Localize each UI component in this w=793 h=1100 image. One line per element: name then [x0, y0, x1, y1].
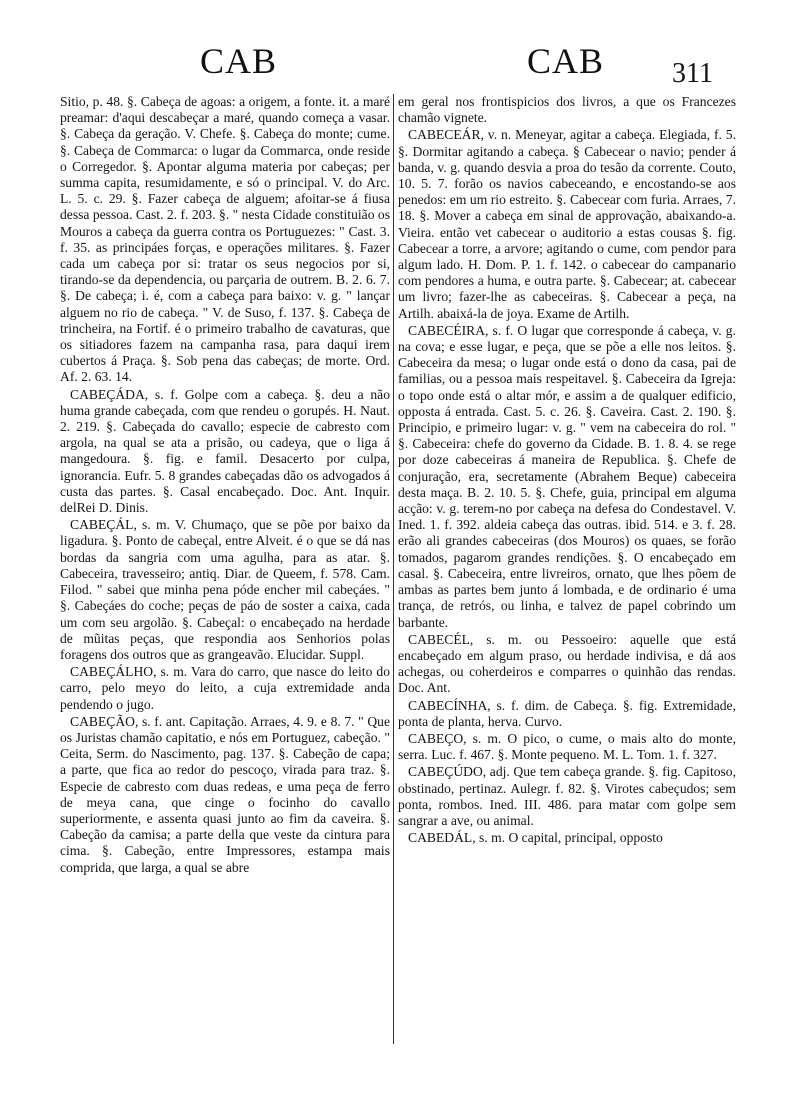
entry-paragraph: CABECÉIRA, s. f. O lugar que corresponde á cabeça, v. g. na cova; e esse lugar, e peça, que se põe a elle nos leitos. §. Cabeceira da mesa; o lugar onde está o dono da casa, pai de familias, ou a pessoa mais respeitavel. §. Cabeceira da Igreja: o topo onde está o altar mór, e assim a de qualquer edificio, opposta á entrada. Cast. 5. c. 26. §. Caveira. Cast. 2. 190. §. Principio, e primeiro lugar: v. g. " vem na cabeceira do rol. " §. Cabeceira: chefe do governo da Cidade. B. 1. 8. 4. se rege por doze cabeceiras á maneira de Republica. §. Chefe de conjuração, era, secretamente (Abrahem Beque) cabeceira desta maça. B. 2. 10. 5. §. Chefe, guia, principal em alguma acção: v. g. terem-no por cabeça na defesa do Condestavel. V. Ined. 1. f. 392. aldeia cabeça das outras. ibid. 514. e 3. f. 28. erão ali grandes cabeceiras (dos Mouros) os quaes, se forão tomados, pagarom grandes rendições. §. O encabeçado em casal. §. Cabeceira, entre livreiros, ornato, que lhes põem de ambas as partes bem junto á lombada, e de ordinario é uma trança, de retrós, ou linha, e talvez de papel cobrindo um barbante.	[398, 322, 736, 630]
entry-paragraph: CABEDÁL, s. m. O capital, principal, opposto	[408, 830, 663, 846]
right-column	[398, 94, 736, 847]
entry-paragraph: CABECÉL, s. m. ou Pessoeiro: aquelle que está encabeçado em algum praso, ou herdade indivisa, e dá aos achegas, ou coherdeiros e comparres o quinhão das rendas. Doc. Ant.	[398, 631, 736, 696]
entry-paragraph: CABEÇÁL, s. m. V. Chumaço, que se põe por baixo da ligadura. §. Ponto de cabeçal, entre Alveit. é o que se dá nas bordas da sangria com uma agulha, para as atar. §. Cabeceira, travesseiro; antiq. Diar. de Queem, f. 578. Cam. Filod. " sabei que minha pena póde encher mil cabeçáes. " §. Cabeçáes do coche; peças de páo de soster a caixa, cada um com seu argolão. §. Cabeçal: o encabeçado na herdade de mũitas peças, que respondia aos Senhorios polas foragens dos outros que as grangeavão. Elucidar. Suppl.	[60, 517, 390, 662]
entry-paragraph: CABEÇÃO, s. f. ant. Capitação. Arraes, 4. 9. e 8. 7. " Que os Juristas chamão capitatio, e nós em Portuguez, cabeção. " Ceita, Serm. do Nascimento, pag. 137. §. Cabeção de capa; a parte, que fica ao redor do pescoço, virada para traz. §. Especie de cabresto com duas redeas, e uma peça de ferro de meya cana, que cinge o focinho do cavallo superiormente, e assenta quasi junto ao fim da caveira. §. Cabeção da camisa; a parte della que veste da cintura para cima. §. Cabeção, entre Impressores, estampa mais comprida, que larga, a qual se abre	[60, 713, 390, 875]
left-running-head: CAB	[200, 41, 278, 81]
entry-paragraph: CABECÍNHA, s. f. dim. de Cabeça. §. fig. Extremidade, ponta de planta, herva. Curvo.	[398, 697, 736, 729]
column-divider	[393, 94, 394, 1044]
left-column	[60, 94, 390, 877]
entry-paragraph: CABEÇO, s. m. O pico, o cume, o mais alto do monte, serra. Luc. f. 467. §. Monte pequeno. M. L. Tom. 1. f. 327.	[398, 730, 736, 763]
right-running-head: CAB	[527, 41, 605, 81]
entry-paragraph: CABEÇÁDA, s. f. Golpe com a cabeça. §. deu a não huma grande cabeçada, com que rendeu o gorupés. H. Naut. 2. 219. §. Cabeçada do cavallo; especie de cabresto com argola, na qual se ata a prisão, ou cadeya, que o liga á mangedoura. §. fig. e famil. Desacerto por culpa, ignorancia. Eufr. 5. 8 grandes cabeçadas dão os advogados á custa das partes. §. Casal encabeçado. Doc. Ant. Inquir. delRei D. Dinis.	[60, 386, 390, 516]
entry-paragraph: CABECEÁR, v. n. Meneyar, agitar a cabeça. Elegiada, f. 5. §. Dormitar agitando a cabeça. § Cabecear o navio; pender á banda, v. g. quando desvia a proa do tesão da corrente. Couto, 10. 5. 7. forão os navios cabeceando, e encostando-se aos penedos: em um rio estreito. §. Cabecear com furia. Arraes, 7. 18. §. Mover a cabeça em sinal de approvação, abaixando-a. Vieira. então vet cabecear o auditorio a estas cousas §. fig. Cabecear a torre, a arvore; agitando o cume, com pendor para algum lado. H. Dom. P. 1. f. 142. o cabecear do campanario com pendores a huma, e outra parte. §. Cabecear; at. cabecear um livro; fazer-lhe as cabeceiras. §. Cabecear a peça, na Artilh. abaixá-la de joya. Exame de Artilh.	[398, 127, 736, 321]
entry-paragraph: Sitio, p. 48. §. Cabeça de agoas: a origem, a fonte. it. a maré preamar: d'aqui descabeçar a maré, quando começa a vasar. §. Cabeça da geração. V. Chefe. §. Cabeça do monte; cume. §. Cabeça de Commarca: o lugar da Commarca, onde reside o Corregedor. §. Apontar alguma materia por cabeças; per summa capita, resumidamente, e só o principal. V. do Arc. L. 5. c. 29. §. Fazer cabeça de alguem; afoitar-se á fiusa dessa pessoa. Cast. 2. f. 203. §. " nesta Cidade constituião os Mouros a cabeça da guerra contra os Portuguezes: " Cast. 3. f. 35. as principáes forças, e operações militares. §. Fazer cada um cabeça por si: tratar os seus negocios por si, tirando-se da dependencia, ou parçaria de outrem. B. 2. 6. 7. §. De cabeça; i. é, com a cabeça para baixo: v. g. " lançar alguem no rio de cabeça. " V. de Suso, f. 137. §. Cabeça de trincheira, na Fortif. é o primeiro trabalho de cavaturas, que os sitiadores fazem na campanha rasa, para daqui irem cubertos á Praça. §. Sob pena das cabeças; de morte. Ord. Af. 2. 63. 14.	[60, 94, 390, 385]
entry-paragraph: CABEÇÚDO, adj. Que tem cabeça grande. §. fig. Capitoso, obstinado, pertinaz. Aulegr. f. 82. §. Virotes cabeçudos; sem ponta, rombos. Ined. III. 486. para matar com golpe sem sangrar a ave, ou animal.	[398, 764, 736, 828]
entry-paragraph: CABEÇÁLHO, s. m. Vara do carro, que nasce do leito do carro, pelo meyo do leito, a cuja extremidade anda pendendo o jugo.	[60, 664, 390, 712]
entry-paragraph: em geral nos frontispicios dos livros, a que os Francezes chamão vignete.	[398, 94, 736, 126]
page-number: 311	[672, 58, 713, 89]
